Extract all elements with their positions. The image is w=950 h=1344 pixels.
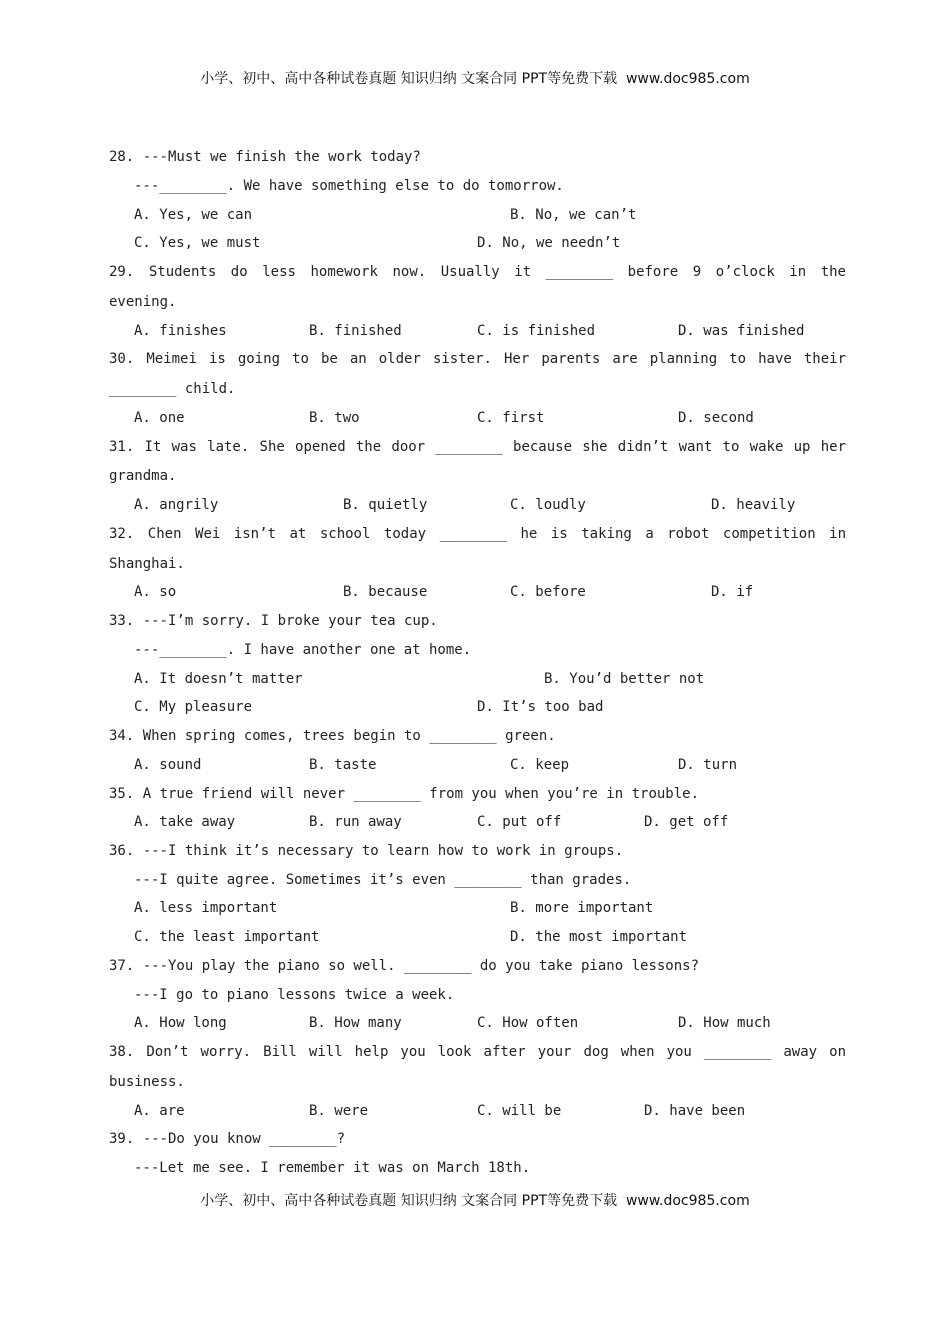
option-b: B. more important: [510, 900, 654, 916]
question-stem: 29. Students do less homework now. Usually it ________ before 9 o’clock in the: [109, 264, 846, 280]
option-a: A. It doesn’t matter: [134, 671, 303, 687]
question-stem-continued: evening.: [109, 294, 177, 310]
option-d: D. was finished: [678, 323, 805, 339]
option-d: D. How much: [678, 1015, 771, 1031]
answer-line: ---I go to piano lessons twice a week.: [134, 987, 455, 1003]
option-c: C. My pleasure: [134, 699, 253, 715]
question-stem: 30. Meimei is going to be an older sister. Her parents are planning to have their: [109, 351, 846, 367]
question-stem: 28. ---Must we finish the work today?: [109, 149, 421, 165]
page-footer: 小学、初中、高中各种试卷真题 知识归纳 文案合同 PPT等免费下载 www.doc985.com: [200, 1193, 750, 1209]
option-d: D. No, we needn’t: [477, 235, 621, 251]
option-c: C. before: [510, 584, 586, 600]
answer-line: ---Let me see. I remember it was on March 18th.: [134, 1160, 531, 1176]
answer-line: ---________. I have another one at home.: [134, 642, 472, 658]
option-c: C. keep: [510, 757, 570, 773]
option-c: C. Yes, we must: [134, 235, 261, 251]
option-a: A. less important: [134, 900, 278, 916]
option-d: D. have been: [644, 1103, 746, 1119]
option-d: D. if: [711, 584, 754, 600]
question-stem: 31. It was late. She opened the door ________ because she didn’t want to wake up her: [109, 439, 846, 455]
option-c: C. first: [477, 410, 545, 426]
option-c: C. put off: [477, 814, 562, 830]
option-b: B. You’d better not: [544, 671, 705, 687]
option-c: C. loudly: [510, 497, 586, 513]
option-a: A. finishes: [134, 323, 227, 339]
question-stem-continued: Shanghai.: [109, 556, 185, 572]
question-stem: 35. A true friend will never ________ from you when you’re in trouble.: [109, 786, 700, 802]
option-a: A. one: [134, 410, 185, 426]
option-b: B. quietly: [343, 497, 428, 513]
option-c: C. the least important: [134, 929, 320, 945]
option-a: A. Yes, we can: [134, 207, 253, 223]
option-d: D. heavily: [711, 497, 796, 513]
option-c: C. How often: [477, 1015, 579, 1031]
option-d: D. turn: [678, 757, 738, 773]
option-a: A. so: [134, 584, 177, 600]
option-a: A. sound: [134, 757, 202, 773]
answer-line: ---I quite agree. Sometimes it’s even ________ than grades.: [134, 872, 632, 888]
question-stem-continued: business.: [109, 1074, 185, 1090]
option-d: D. get off: [644, 814, 729, 830]
question-stem: 37. ---You play the piano so well. ________ do you take piano lessons?: [109, 958, 700, 974]
option-a: A. How long: [134, 1015, 227, 1031]
question-stem: 38. Don’t worry. Bill will help you look after your dog when you ________ away on: [109, 1044, 846, 1060]
question-stem-continued: grandma.: [109, 468, 177, 484]
option-b: B. run away: [309, 814, 402, 830]
option-b: B. taste: [309, 757, 377, 773]
option-a: A. angrily: [134, 497, 219, 513]
question-stem-continued: ________ child.: [109, 381, 236, 397]
option-b: B. were: [309, 1103, 369, 1119]
option-b: B. How many: [309, 1015, 402, 1031]
question-stem: 36. ---I think it’s necessary to learn how to work in groups.: [109, 843, 624, 859]
option-d: D. second: [678, 410, 754, 426]
page-header: 小学、初中、高中各种试卷真题 知识归纳 文案合同 PPT等免费下载 www.doc985.com: [200, 71, 750, 87]
option-a: A. take away: [134, 814, 236, 830]
question-stem: 33. ---I’m sorry. I broke your tea cup.: [109, 613, 438, 629]
option-b: B. two: [309, 410, 360, 426]
option-b: B. finished: [309, 323, 402, 339]
option-d: D. It’s too bad: [477, 699, 604, 715]
option-c: C. is finished: [477, 323, 596, 339]
option-d: D. the most important: [510, 929, 688, 945]
option-b: B. No, we can’t: [510, 207, 637, 223]
answer-line: ---________. We have something else to do tomorrow.: [134, 178, 564, 194]
option-a: A. are: [134, 1103, 185, 1119]
option-b: B. because: [343, 584, 428, 600]
question-stem: 34. When spring comes, trees begin to ________ green.: [109, 728, 556, 744]
question-stem: 32. Chen Wei isn’t at school today ________ he is taking a robot competition in: [109, 526, 846, 542]
option-c: C. will be: [477, 1103, 562, 1119]
question-stem: 39. ---Do you know ________?: [109, 1131, 346, 1147]
